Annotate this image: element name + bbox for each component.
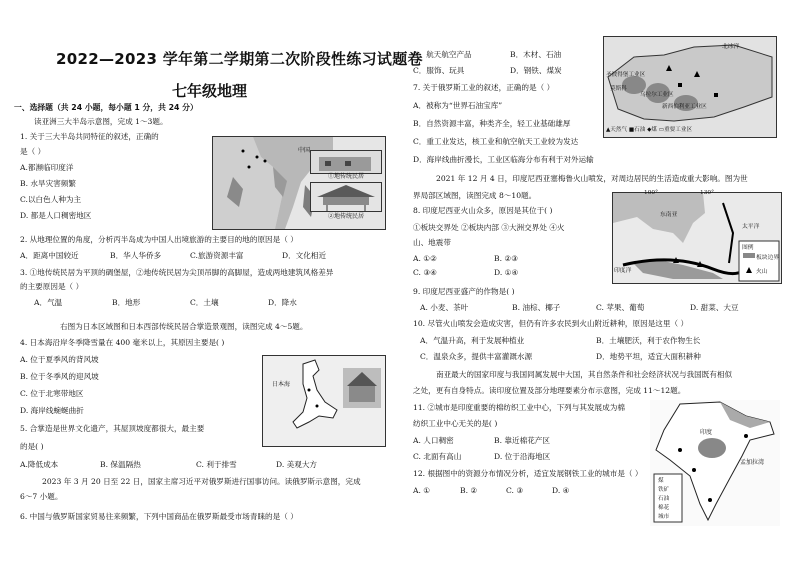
q9-option-a: A. 小麦、茶叶	[420, 303, 469, 312]
intro-6-7-line1: 2023 年 3 月 20 日至 22 日，国家主席习近平对俄罗斯进行国事访问。读俄罗斯示意图，完成	[42, 477, 361, 486]
house2-photo	[310, 182, 382, 212]
q11-stem-1: 11. ②城市是印度重要的棉纺织工业中心，下列与其发展成为棉	[413, 403, 625, 412]
russia-legend: ▲天然气 ■石油 ◆煤 ▭重要工业区	[606, 127, 693, 133]
japan-map-svg	[263, 356, 385, 446]
se-legend-boundary: 板块边界	[756, 255, 780, 261]
q7-option-a: A．被称为“世界石油宝库”	[413, 101, 503, 110]
q4-stem: 4. 日本海沿岸冬季降雪量在 400 毫米以上，其原因主要是( )	[20, 338, 225, 347]
q3-option-d: D．降水	[268, 298, 297, 307]
q5-stem-2: 的是( )	[20, 442, 44, 451]
exam-subtitle: 七年级地理	[172, 82, 248, 100]
q9-option-b: B. 油棕、椰子	[512, 303, 561, 312]
q9-option-d: D. 甜菜、大豆	[690, 303, 739, 312]
map-label-pacific: 太平洋	[742, 224, 760, 230]
map-label-china: 中国	[298, 147, 311, 154]
q10-option-c: C．温泉众多，提供丰富灌溉水源	[420, 352, 533, 361]
q10-option-a: A．气温升高，利于发展种植业	[420, 336, 525, 345]
q5-option-a: A.降低成本	[20, 460, 59, 469]
india-legend-oil: 石油	[658, 496, 670, 502]
intro-11-12-line2: 之处，更有自身特点。读印度位置及部分地理要素分布示意图，完成 11～12题。	[413, 386, 686, 395]
q5-option-c: C. 利于排雪	[196, 460, 237, 469]
q5-option-d: D. 美观大方	[276, 460, 318, 469]
q6-stem: 6. 中国与俄罗斯国家贸易往来频繁，下列中国商品在俄罗斯最受市场青睐的是（ ）	[20, 512, 298, 521]
q12-option-a: A. ①	[413, 486, 431, 495]
q3-stem-2: 的主要原因是（ ）	[20, 282, 84, 291]
intro-6-7-line2: 6～7 小题。	[20, 492, 63, 501]
q3-option-c: C．土壤	[190, 298, 219, 307]
q11-option-a: A. 人口稠密	[413, 436, 454, 445]
q8-option-c: C. ③④	[413, 268, 437, 277]
q6-option-c: C．服饰、玩具	[413, 66, 465, 75]
q4-option-d: D. 海岸线蜿蜒曲折	[20, 406, 84, 415]
house1-photo	[310, 150, 382, 174]
map-label-indian-ocean: 印度洋	[614, 268, 632, 274]
q12-option-c: C. ③	[506, 486, 524, 495]
russia-label-ural: 乌拉尔工业区	[640, 92, 674, 98]
q1-option-a: A.都濒临印度洋	[20, 163, 74, 172]
q1-stem-2: 是（ ）	[20, 147, 46, 156]
intro-1-3: 读亚洲三大半岛示意图，完成 1～3题。	[34, 117, 168, 126]
russia-map-svg	[604, 37, 776, 137]
house2-svg	[311, 183, 381, 211]
india-label: 印度	[700, 429, 713, 436]
q3-option-a: A．气温	[34, 298, 63, 307]
q9-stem: 9. 印度尼西亚盛产的作物是( )	[413, 287, 515, 296]
q12-stem: 12. 根据图中的资源分布情况分析，适宜发展钢铁工业的城市是（ ）	[413, 469, 643, 478]
q8-stem-1: 8. 印度尼西亚火山众多，原因是其位于( )	[413, 206, 553, 215]
q1-option-d: D. 都是人口稠密地区	[20, 211, 92, 220]
q11-option-d: D. 位于沿海地区	[494, 452, 551, 461]
q7-option-c: C．重工业发达，核工业和航空航天工业较为发达	[413, 137, 579, 146]
q3-option-b: B．地形	[112, 298, 141, 307]
q8-option-d: D. ①④	[494, 268, 519, 277]
bay-of-bengal-label: 孟加拉湾	[740, 459, 765, 466]
q8-stem-2: ①板块交界处 ②板块内部 ③大洲交界处 ④火	[413, 223, 565, 232]
q10-option-d: D．地势平坦，适宜大面积耕种	[596, 352, 701, 361]
q2-option-c: C.旅游资源丰富	[190, 251, 244, 260]
q7-stem: 7. 关于俄罗斯工业的叙述，正确的是（ ）	[413, 83, 555, 92]
russia-label-novosibirsk: 新西伯利亚工业区	[662, 104, 707, 110]
q6-option-d: D．钢铁、煤炭	[510, 66, 562, 75]
se-legend-volcano: 火山	[756, 269, 768, 275]
q8-stem-3: 山、地震带	[413, 238, 451, 247]
q2-option-d: D．文化相近	[282, 251, 327, 260]
q1-option-c: C.以白色人种为主	[20, 195, 82, 204]
q1-option-b: B. 水旱灾害频繁	[20, 179, 76, 188]
q11-stem-2: 纺织工业中心无关的是( )	[413, 419, 498, 428]
q3-stem-1: 3. ①地传统民居为平顶的碉堡屋，②地传统民居为尖顶吊脚的高脚屋，造成两地建筑风格差异	[20, 268, 334, 277]
lon-100-label: 100°	[644, 190, 658, 196]
japan-sea-label: 日本海	[272, 381, 291, 388]
russia-label-stpetersburg: 圣彼得堡工业区	[606, 72, 646, 78]
q2-option-a: A．距离中国较近	[20, 251, 79, 260]
q4-option-c: C. 位于北寒带地区	[20, 389, 84, 398]
japan-map	[262, 355, 386, 447]
q1-stem-1: 1. 关于三大半岛共同特征的叙述，正确的	[20, 132, 159, 141]
russia-map	[603, 36, 777, 138]
lon-130-label: 130°	[700, 190, 714, 196]
house2-caption: ②地传统民居	[328, 213, 365, 220]
se-legend-title: 图例	[742, 245, 754, 251]
russia-label-arctic: 北冰洋	[722, 44, 740, 50]
q11-option-c: C. 北面有高山	[413, 452, 462, 461]
q4-option-a: A. 位于夏季风的背风坡	[20, 355, 99, 364]
india-legend-coal: 煤	[658, 478, 664, 484]
intro-4-5: 右图为日本区域图和日本西部传统民居合掌造景观图，读图完成 4～5题。	[60, 322, 308, 331]
q8-option-a: A. ①②	[413, 254, 437, 263]
q6-option-b: B．木材、石油	[510, 50, 562, 59]
house1-svg	[311, 151, 381, 173]
india-legend-iron: 铁矿	[658, 487, 670, 493]
exam-title: 2022—2023 学年第二学期第二次阶段性练习试题卷	[56, 50, 423, 68]
q2-stem: 2. 从地理位置的角度，分析丙半岛成为中国人出境旅游的主要目的地的原因是（ ）	[20, 235, 298, 244]
q5-stem-1: 5. 合掌造是世界文化遗产，其屋顶坡度都很大，最主要	[20, 424, 205, 433]
q11-option-b: B. 靠近棉花产区	[494, 436, 550, 445]
india-legend-city: 城市	[658, 514, 670, 520]
q4-option-b: B. 位于冬季风的迎风坡	[20, 372, 99, 381]
q10-stem: 10. 尽管火山喷发会造成灾害，但仍有许多农民到火山附近耕种，原因是这里（ ）	[413, 319, 689, 328]
russia-label-moscow: 莫斯科	[610, 86, 627, 92]
q7-option-d: D．海岸线曲折漫长，工业区临海分布有利于对外运输	[413, 155, 594, 164]
section-heading: 一、选择题（共 24 小题，每小题 1 分，共 24 分）	[14, 103, 198, 112]
q8-option-b: B. ②③	[494, 254, 519, 263]
intro-8-10-line1: 2021 年 12 月 4 日，印度尼西亚塞梅鲁火山喷发，对周边居民的生活造成重大影响。图为世	[436, 174, 748, 183]
q12-option-d: D. ④	[552, 486, 570, 495]
india-legend-cotton: 棉花	[658, 505, 670, 511]
q2-option-b: B．华人华侨多	[110, 251, 162, 260]
q7-option-b: B．自然资源丰富，种类齐全，轻工业基础雄厚	[413, 119, 571, 128]
q9-option-c: C. 苹果、葡萄	[596, 303, 645, 312]
q6-option-a: A．航天航空产品	[413, 50, 472, 59]
map-label-southeast-asia: 东南亚	[660, 212, 678, 218]
intro-8-10-line2: 界局部区域图，读图完成 8～10题。	[413, 191, 537, 200]
q10-option-b: B．土壤肥沃，利于农作物生长	[596, 336, 701, 345]
q5-option-b: B. 保温隔热	[100, 460, 141, 469]
q12-option-b: B. ②	[460, 486, 478, 495]
intro-11-12-line1: 南亚最大的国家印度与我国同属发展中大国，其自然条件和社会经济状况与我国既有相似	[436, 370, 733, 379]
house1-caption: ①地传统民居	[328, 173, 365, 180]
